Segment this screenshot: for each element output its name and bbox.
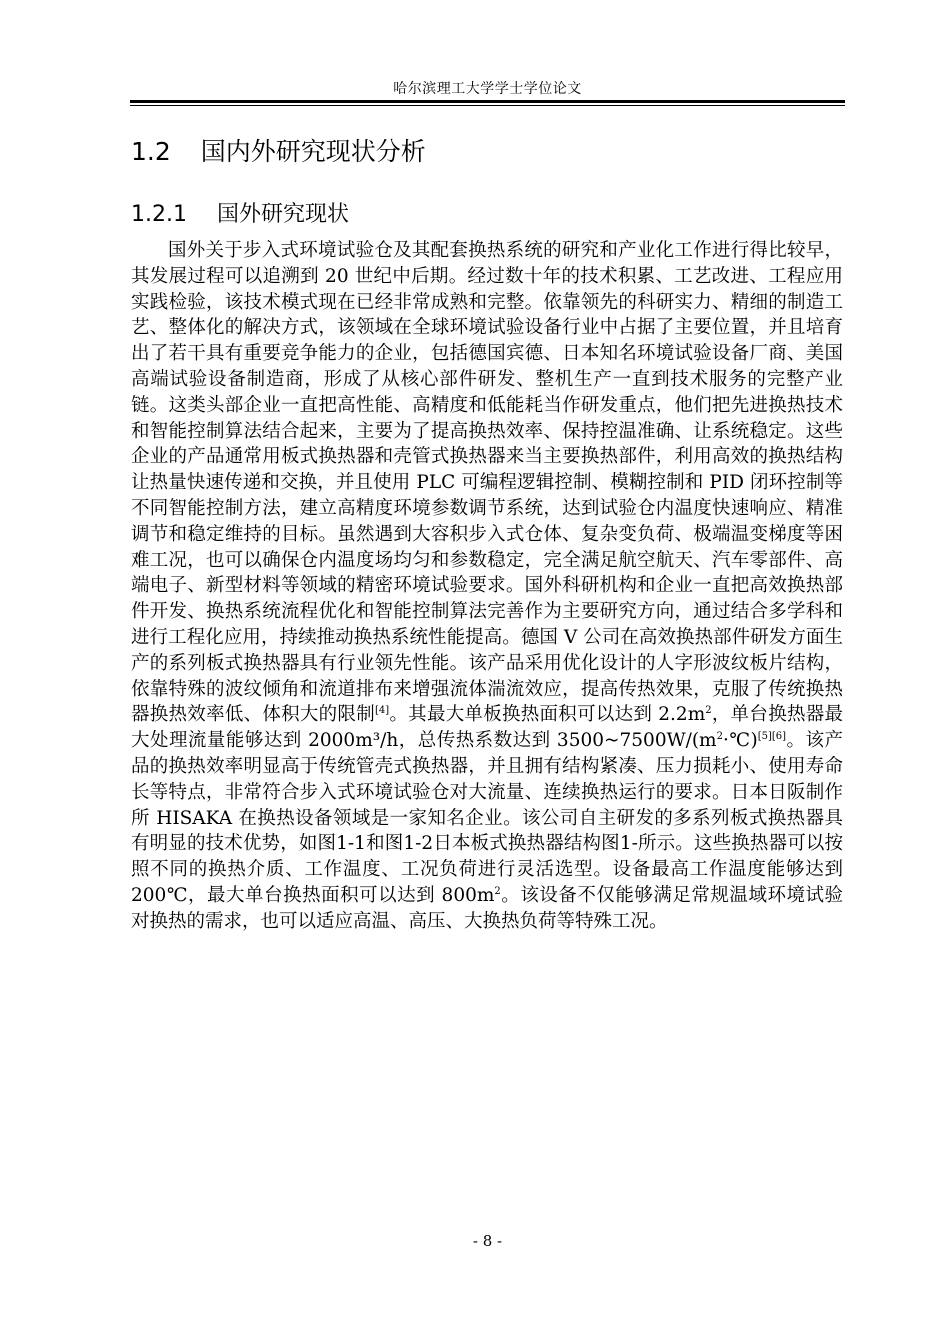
- subsection-number: 1.2.1: [131, 202, 187, 227]
- section-title-text: 国内外研究现状分析: [200, 137, 426, 166]
- superscript-2: 2: [705, 705, 712, 717]
- citation-5-6: [5][6]: [757, 730, 787, 742]
- subsection-heading: [131, 197, 349, 228]
- citation-4: [4]: [374, 705, 390, 717]
- body-text-part-6: 。该设备不仅能够满足常规温域环境试验对换热的需求，也可以适应高温、高压、大换热负荷等特殊工况。: [131, 884, 843, 932]
- body-text-part-2: 。其最大单板换热面积可以达到 2.2m: [389, 704, 706, 726]
- superscript-m2: 2: [716, 730, 723, 742]
- section-number: 1.2: [131, 137, 171, 166]
- header-rule-thin: [130, 105, 845, 106]
- subsection-title-text: 国外研究现状: [216, 202, 349, 227]
- body-text-part-4: ·℃): [722, 730, 758, 752]
- body-text-part-3: ，单台换热器最大处理流量能够达到 2000m³/h，总传热系数达到 3500~7500W/(m: [131, 704, 843, 752]
- body-text-part-1: 国外关于步入式环境试验仓及其配套换热系统的研究和产业化工作进行得比较早，其发展过程可以追溯到 20 世纪中后期。经过数十年的技术积累、工艺改进、工程应用实践检验，该技术模式现在已经非常成熟和完整。依靠领先的科研实力、精细的制造工艺、整体化的解决方式，该领域在全球环境试验设备行业中占据了主要位置，并且培育出了若干具有重要竞争能力的企业，包括德国宾德、日本知名环境试验设备厂商、美国高端试验设备制造商，形成了从核心部件研发、整机生产一直到技术服务的完整产业链。这类头部企业一直把高性能、高精度和低能耗当作研发重点，他们把先进换热技术和智能控制算法结合起来，主要为了提高换热效率、保持控温准确、让系统稳定。这些企业的产品通常用板式换热器和壳管式换热器来当主要换热部件，利用高效的换热结构让热量快速传递和交换，并且使用 PLC 可编程逻辑控制、模糊控制和 PID 闭环控制等不同智能控制方法，建立高精度环境参数调节系统，达到试验仓内温度快速响应、精准调节和稳定维持的目标。虽然遇到大容积步入式仓体、复杂变负荷、极端温变梯度等困难工况，也可以确保仓内温度场均匀和参数稳定，完全满足航空航天、汽车零部件、高端电子、新型材料等领域的精密环境试验要求。国外科研机构和企业一直把高效换热部件开发、换热系统流程优化和智能控制算法完善作为主要研究方向，通过结合多学科和进行工程化应用，持续推动换热系统性能提高。德国 V 公司在高效换热部件研发方面生产的系列板式换热器具有行业领先性能。该产品采用优化设计的人字形波纹板片结构，依靠特殊的波纹倾角和流道排布来增强流体湍流效应，提高传热效果，克服了传统换热器换热效率低、体积大的限制: [131, 240, 843, 726]
- page-number: - 8 -: [472, 1232, 503, 1250]
- superscript-3: 2: [494, 885, 501, 897]
- running-header: 哈尔滨理工大学学士学位论文: [393, 81, 582, 97]
- body-text-part-5: 。该产品的换热效率明显高于传统管壳式换热器，并且拥有结构紧凑、压力损耗小、使用寿命长等特点，非常符合步入式环境试验仓对大流量、连续换热运行的要求。日本日阪制作所 HISAKA 在换热设备领域是一家知名企业。该公司自主研发的多系列板式换热器具有明显的技术优势，如图1-1和图1-2日本板式换热器结构图1-所示。这些换热器可以按照不同的换热介质、工作温度、工况负荷进行灵活选型。设备最高工作温度能够达到 200℃，最大单台换热面积可以达到 800m: [131, 730, 843, 906]
- header-rule: [130, 100, 845, 103]
- section-heading: [131, 132, 426, 168]
- body-paragraph: [131, 238, 843, 935]
